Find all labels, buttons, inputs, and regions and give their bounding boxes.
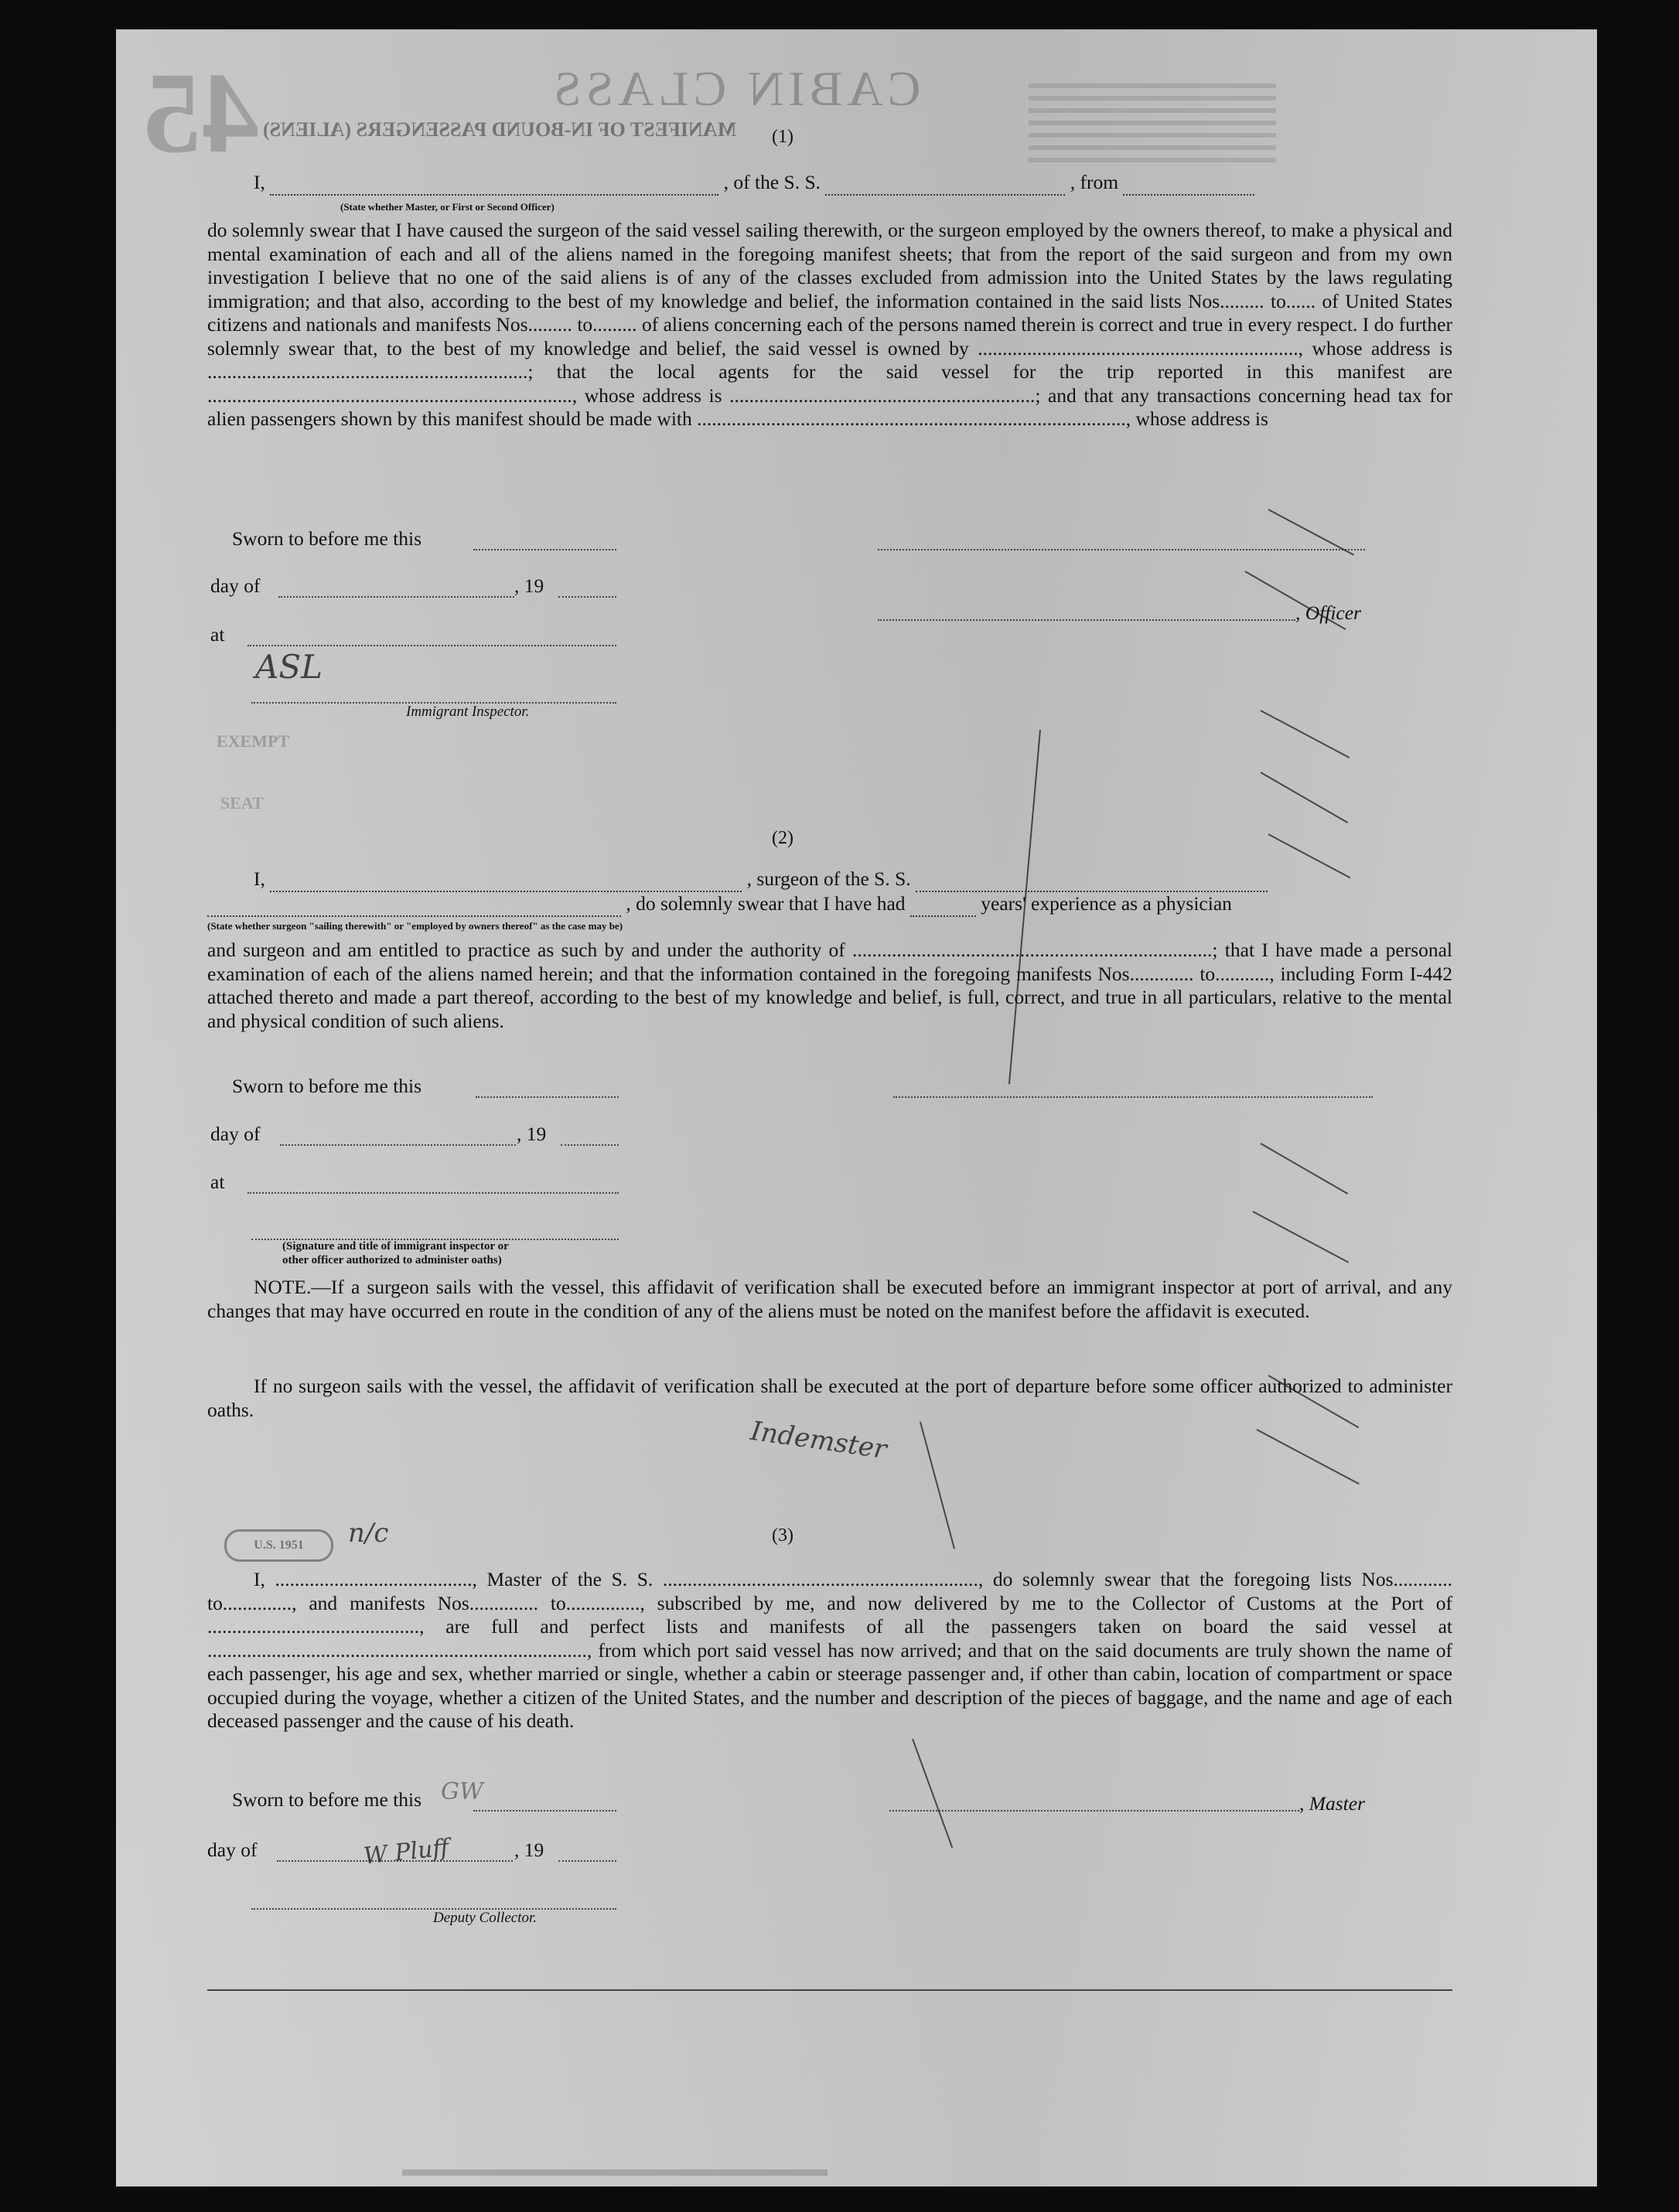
exempt-stamp-2: SEAT [220,793,264,813]
label-from: , from [1070,171,1119,193]
handwritten-initials: ASL [255,648,322,686]
class-label: CABIN CLASS [549,61,921,116]
sworn-2-field[interactable] [476,1096,619,1098]
master-name-field[interactable] [270,171,718,196]
sig-caption-2: other officer authorized to administer oaths) [282,1254,502,1266]
sworn-3: Sworn to before me this [232,1788,422,1811]
note-paragraph: NOTE.—If a surgeon sails with the vessel, this affidavit of verification shall be executed before an immigrant inspector at port of arrival, and any changes that may have occurred en route in the condition of any of the aliens must be noted on the manifest before the affidavit is executed. [207,1276,1452,1322]
sig-caption-1: (Signature and title of immigrant inspector or [282,1240,509,1253]
sworn-1-field[interactable] [473,549,616,550]
section-1-line1 [254,171,1254,196]
surgeon-name-field[interactable] [270,867,742,892]
tally-mark [1268,833,1351,878]
master-label: , Master [1299,1792,1365,1815]
exempt-stamp: EXEMPT [217,731,290,751]
at-2: at [210,1171,225,1193]
section-2-number: (2) [772,828,793,848]
section-2-line2: , do solemnly swear that I have had years' experience as a physician [207,892,1232,917]
tally-mark [1257,1429,1360,1484]
day-1-field[interactable] [278,596,514,598]
caption-surgeon: (State whether surgeon "sailing therewith" or "employed by owners thereof" as the case may be) [207,920,623,932]
stamp-number: 45 [143,49,259,177]
surgeon-status-field[interactable] [207,892,621,917]
year-2-field[interactable] [561,1144,619,1146]
handwritten-initials-3: GW [441,1778,483,1805]
section-2-line1: I, , surgeon of the S. S. [254,867,1268,892]
day-of-1: day of [210,574,261,597]
year-3-field[interactable] [558,1860,616,1862]
sworn-2: Sworn to before me this [232,1075,422,1097]
at-2-field[interactable] [247,1192,619,1194]
from-port-field[interactable] [1123,171,1254,196]
section-1-number: (1) [772,127,793,147]
manifest-title: MANIFEST OF IN-BOUND PASSENGERS (ALIENS) [263,118,737,141]
year-1: , 19 [514,574,544,597]
officer-label: , Officer [1295,602,1361,624]
handwritten-note: n/c [348,1518,389,1549]
year-2: , 19 [517,1123,547,1145]
ship-name-field[interactable] [825,171,1065,196]
printer-imprint [402,2169,828,2176]
day-of-2: day of [210,1123,261,1145]
check-stroke [912,1739,953,1849]
caption-master: (State whether Master, or First or Second Officer) [340,201,555,213]
officer-signature-top-line[interactable] [878,549,1365,550]
surgeon-ship-field[interactable] [916,867,1268,892]
handwritten-collector-signature: W Pluff [362,1834,451,1870]
collector-caption: Deputy Collector. [433,1910,537,1926]
section-3-body: I, ........................................, Master of the S. S. ................................................................, do solemnly swear that the foregoing lists Nos............ to.............., and manifests Nos.............. to..............., subscribed by me, and now delivered by me to the Collector of Customs at the Port of ..........................................., are full and perfect lists and manifests of all the passengers taken on board the said vessel at ............................................................................., from which port said vessel has now arrived; and that on the said documents are truly shown the name of each passenger, his age and sex, whether married or single, whether a cabin or steerage passenger and, if other than cabin, location of compartment or space occupied during the voyage, whether a citizen of the United States, and the number and description of the pieces of baggage, and the name and age of each deceased passenger and the cause of his death. [207,1568,1452,1732]
master-signature-line[interactable] [889,1810,1299,1812]
tally-mark [1261,772,1349,823]
inspector-caption: Immigrant Inspector. [406,704,530,720]
officer-signature-line[interactable] [878,619,1295,621]
at-1: at [210,623,225,646]
bottom-rule [207,1989,1452,1991]
surgeon-signature-line[interactable] [893,1096,1373,1098]
tally-mark [1261,710,1350,758]
check-stroke [920,1422,955,1549]
sworn-3-field[interactable] [473,1810,616,1812]
oval-stamp: U.S. 1951 [224,1529,333,1562]
section-3-number: (3) [772,1525,793,1546]
day-of-3: day of [207,1839,258,1861]
year-3: , 19 [514,1839,544,1861]
years-field[interactable] [910,892,976,917]
form-ref-bleed [1029,84,1276,169]
tally-mark [1261,1143,1349,1195]
tally-mark [1253,1211,1350,1263]
day-2-field[interactable] [280,1144,516,1146]
label-i: I, [254,171,265,193]
at-1-field[interactable] [247,645,616,646]
section-2-body: and surgeon and am entitled to practice as such by and under the authority of .........................................................................; that I have made a personal examination of each of the aliens named herein; and that the information contained in the foregoing manifests Nos............. to..........., including Form I-442 attached thereto and made a part thereof, according to the best of my knowledge and belief, is full, correct, and true in all particulars, relative to the mental and physical condition of such aliens. [207,939,1452,1032]
manifest-page [116,29,1597,2186]
note-paragraph-2: If no surgeon sails with the vessel, the affidavit of verification shall be executed at the port of departure before some officer authorized to administer oaths. [207,1375,1452,1421]
section-1-body: do solemnly swear that I have caused the surgeon of the said vessel sailing therewith, or the surgeon employed by the owners thereof, to make a physical and mental examination of each and all of the aliens named in the foregoing manifest sheets; that from the report of the said surgeon and from my own investigation I believe that no one of the said aliens is of any of the classes excluded from admission into the United States by the laws regulating immigration; and that also, according to the best of my knowledge and belief, the information contained in the said lists Nos......... to...... of United States citizens and nationals and manifests Nos......... to......... of aliens concerning each of the persons named therein is correct and true in every respect. I do further solemnly swear that, to the best of my knowledge and belief, the said vessel is owned by ................................................................., whose address is .................................................................; that the local agents for the said vessel for the trip reported in this manifest are .........................................................................., whose address is ..............................................................; and that any transactions concerning head tax for alien passengers shown by this manifest should be made with ......................................................................................., whose address is [207,219,1452,430]
year-1-field[interactable] [558,596,616,598]
sworn-1: Sworn to before me this [232,527,422,550]
handwritten-signature: Indemster [749,1415,889,1466]
label-of-ss: , of the S. S. [723,171,821,193]
